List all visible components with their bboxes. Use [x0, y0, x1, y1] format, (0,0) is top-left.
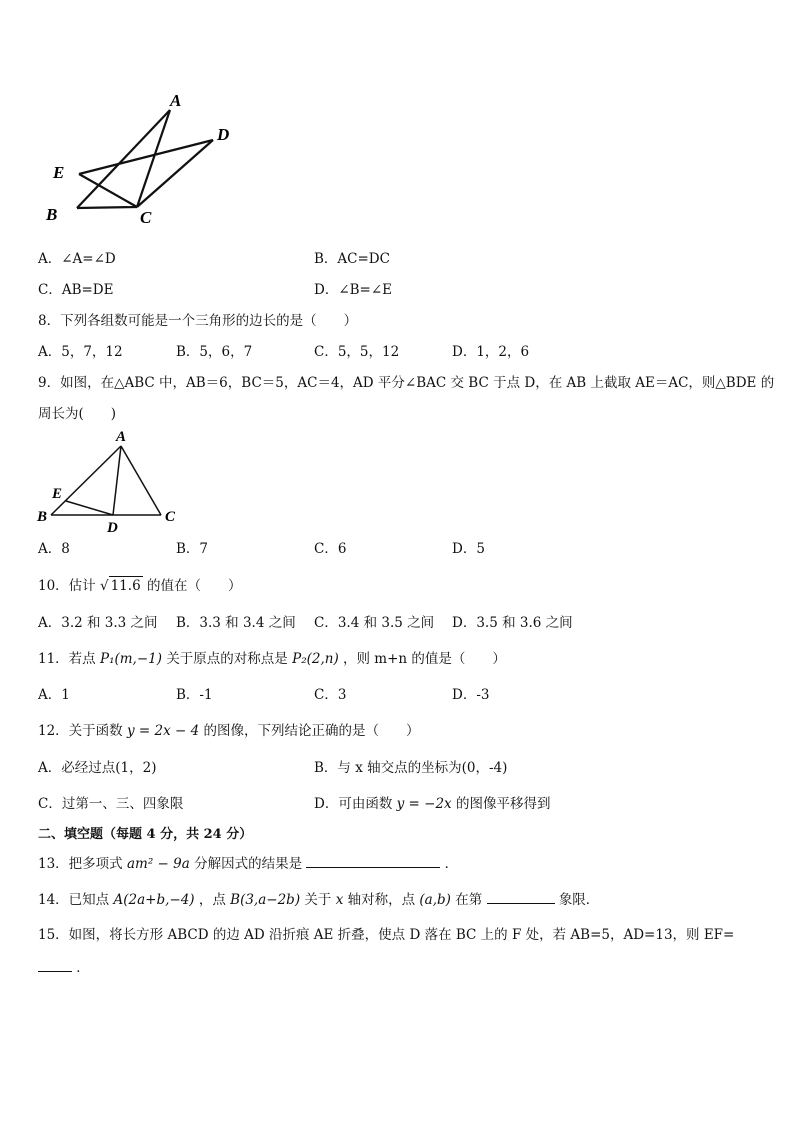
q9-option-a: A．8 — [38, 541, 70, 557]
q11-suffix: ，则 m+n 的值是（ ） — [343, 651, 506, 667]
q13-suffix: 分解因式的结果是 — [194, 856, 303, 872]
q14-mid1: ，点 — [198, 892, 226, 908]
q7-label-B: B — [46, 205, 58, 224]
q9-option-c: C．6 — [314, 541, 347, 557]
q14-mid3: 轴对称，点 — [347, 892, 416, 908]
q14-suffix: 象限． — [558, 892, 600, 908]
q10-option-b: B．3.3 和 3.4 之间 — [176, 615, 296, 631]
q7-label-E: E — [53, 163, 65, 182]
q11-stem — [38, 650, 506, 668]
q13-stem — [38, 853, 458, 873]
q12-option-d-suffix: 的图像平移得到 — [455, 796, 551, 812]
q9-label-C: C — [165, 509, 176, 525]
q9-figure — [34, 426, 184, 536]
q8-option-d: D．1，2，6 — [452, 344, 530, 360]
q11-prefix: 11．若点 — [38, 651, 96, 667]
q11-option-a: A．1 — [38, 687, 70, 703]
q13-expression: am² − 9a — [126, 856, 190, 872]
q11-middle: 关于原点的对称点是 — [166, 651, 288, 667]
q9-option-b: B．7 — [176, 541, 209, 557]
q8-option-c: C．5，5，12 — [314, 344, 400, 360]
q14-mid4: 在第 — [455, 892, 483, 908]
q7-option-c: C．AB=DE — [38, 282, 114, 298]
q10-prefix: 10．估计 — [38, 578, 96, 594]
q7-figure — [40, 88, 250, 230]
q14-mid2: 关于 — [304, 892, 332, 908]
q12-option-d-prefix: D．可由函数 — [314, 796, 393, 812]
q12-function: y = 2x − 4 — [126, 723, 200, 739]
q13-end: ． — [444, 856, 459, 872]
q15-end: ． — [76, 960, 90, 976]
q15-stem-line2 — [38, 957, 90, 977]
q9-option-d: D．5 — [452, 541, 485, 557]
q10-stem — [38, 576, 241, 595]
q12-prefix: 12．关于函数 — [38, 723, 123, 739]
q12-option-c: C．过第一、三、四象限 — [38, 796, 184, 812]
q12-suffix: 的图像，下列结论正确的是（ ） — [203, 723, 420, 739]
q12-option-d — [314, 795, 550, 813]
q10-radicand: 11.6 — [110, 578, 141, 594]
q14-point-a: A(2a+b,−4) — [113, 892, 195, 908]
q12-option-d-function: y = −2x — [396, 796, 452, 812]
q9-label-B: B — [37, 509, 48, 525]
q11-option-d: D．-3 — [452, 687, 490, 703]
q8-option-b: B．5，6，7 — [176, 344, 253, 360]
q12-option-a: A．必经过点(1，2) — [38, 760, 157, 776]
q13-prefix: 13．把多项式 — [38, 856, 123, 872]
q7-option-a: A．∠A=∠D — [38, 251, 116, 267]
q13-answer-blank[interactable] — [306, 853, 440, 868]
q10-option-a: A．3.2 和 3.3 之间 — [38, 615, 158, 631]
q12-stem — [38, 722, 420, 740]
q10-sqrt: √ 11.6 — [99, 578, 141, 594]
q15-answer-blank[interactable] — [38, 957, 72, 972]
q12-option-b: B．与 x 轴交点的坐标为(0，-4) — [314, 760, 508, 776]
q11-point-p2: P₂(2,n) — [292, 651, 339, 667]
q9-label-A: A — [116, 429, 127, 445]
q14-answer-blank[interactable] — [487, 889, 555, 904]
q9-stem-line2: 周长为( ) — [38, 406, 117, 422]
q11-option-b: B．-1 — [176, 687, 213, 703]
q14-point-ab: (a,b) — [419, 892, 451, 908]
q11-point-p1: P₁(m,−1) — [99, 651, 163, 667]
section-heading-fill-blank: 二、填空题（每题 4 分，共 24 分） — [38, 827, 253, 842]
q15-stem-line1: 15．如图，将长方形 ABCD 的边 AD 沿折痕 AE 折叠，使点 D 落在 BC 上的 F 处，若 AB=5，AD=13，则 EF= — [38, 927, 735, 943]
q9-stem-line1: 9．如图，在△ABC 中，AB＝6，BC＝5，AC＝4，AD 平分∠BAC 交 BC 于点 D，在 AB 上截取 AE＝AC，则△BDE 的 — [38, 375, 775, 391]
q10-suffix: 的值在（ ） — [146, 578, 242, 594]
q9-label-D: D — [107, 520, 118, 536]
q14-point-b: B(3,a−2b) — [230, 892, 301, 908]
q7-label-D: D — [217, 125, 230, 144]
q14-axis-x: x — [335, 892, 344, 908]
q10-option-c: C．3.4 和 3.5 之间 — [314, 615, 435, 631]
q14-stem — [38, 889, 599, 909]
q14-prefix: 14．已知点 — [38, 892, 110, 908]
q7-option-b: B．AC=DC — [314, 251, 390, 267]
q8-option-a: A．5，7，12 — [38, 344, 123, 360]
q7-label-A: A — [170, 91, 182, 110]
q10-option-d: D．3.5 和 3.6 之间 — [452, 615, 573, 631]
q8-stem: 8．下列各组数可能是一个三角形的边长的是（ ） — [38, 313, 358, 329]
q7-label-C: C — [140, 208, 152, 227]
q7-option-d: D．∠B=∠E — [314, 282, 393, 298]
q11-option-c: C．3 — [314, 687, 347, 703]
q9-label-E: E — [52, 486, 63, 502]
